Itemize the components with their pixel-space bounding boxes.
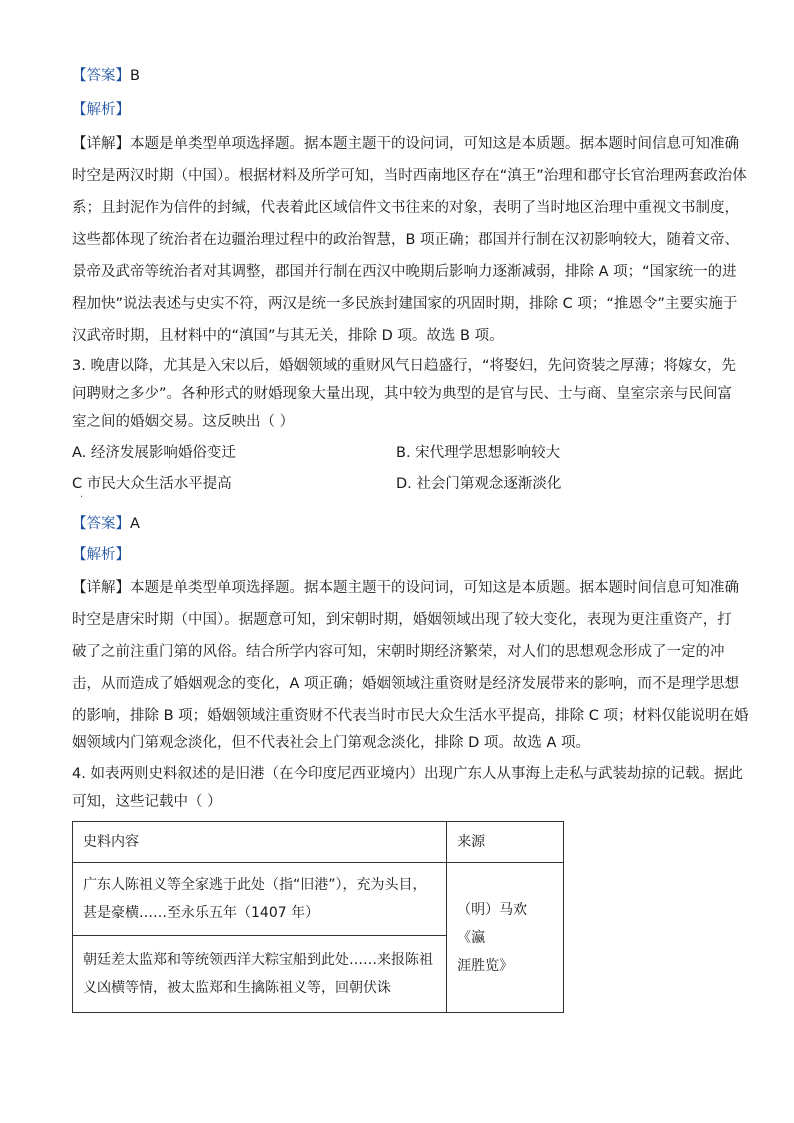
- stray-mark: ·: [80, 492, 84, 503]
- q2-detail-line: 【详解】本题是单类型单项选择题。据本题主题干的设问词，可知这是本质题。据本题时间信息可知准确: [72, 136, 739, 152]
- analysis-tag: 【解析】: [72, 102, 130, 118]
- answer-value: A: [130, 516, 140, 532]
- source-cell: （明）马欢《瀛 涯胜览》: [447, 863, 564, 1013]
- header-source: 来源: [447, 822, 564, 863]
- q2-answer-line: [72, 66, 140, 86]
- q3-detail-line: 姻领域内门第观念淡化，但不代表社会上门第观念淡化，排除 D 项。故选 A 项。: [72, 735, 591, 751]
- option-b: B. 宋代理学思想影响较大: [396, 445, 561, 461]
- row-content-1: 广东人陈祖义等全家逃于此处（指“旧港”），充为头目， 甚是豪横……至永乐五年（1407 年）: [73, 863, 447, 936]
- q3-detail-line: 【详解】本题是单类型单项选择题。据本题主题干的设问词，可知这是本质题。据本题时间信息可知准确: [72, 580, 739, 596]
- q3-detail-line: 时空是唐宋时期（中国）。据题意可知，到宋朝时期，婚姻领域出现了较大变化，表现为更注重资产，打: [72, 612, 732, 628]
- row-content-2: 朝廷差太监郑和等统领西洋大粽宝船到此处……来报陈祖 义凶横等情，被太监郑和生擒陈祖义等，回朝伏诛: [73, 936, 447, 1013]
- q2-detail-line: 时空是两汉时期（中国）。根据材料及所学可知，当时西南地区存在“滇王”治理和郡守长官治理两套政治体: [72, 168, 747, 184]
- q2-detail-line: 这些都体现了统治者在边疆治理过程中的政治智慧，B 项正确；郡国并行制在汉初影响较大，随着文帝、: [72, 232, 740, 248]
- answer-tag: 【答案】: [72, 68, 130, 84]
- option-a: A. 经济发展影响婚俗变迁: [72, 445, 236, 461]
- q4-stem-line: 4. 如表两则史料叙述的是旧港（在今印度尼西亚境内）出现广东人从事海上走私与武装劫掠的记载。据此: [72, 766, 743, 782]
- analysis-tag: 【解析】: [72, 547, 130, 563]
- q3-stem-line: 问聘财之多少”。各种形式的财婚现象大量出现，其中较为典型的是官与民、士与商、皇室宗亲与民间富: [72, 386, 733, 402]
- table-row: [73, 863, 564, 936]
- q3-answer-line: [72, 514, 140, 534]
- q3-detail-line: 破了之前注重门第的风俗。结合所学内容可知，宋朝时期经济繁荣，对人们的思想观念形成了一定的冲: [72, 644, 725, 660]
- option-c: C 市民大众生活水平提高: [72, 476, 232, 492]
- q2-detail-line: 景帝及武帝等统治者对其调整，郡国并行制在西汉中晚期后影响力逐渐减弱，排除 A 项；“国家统一的进: [72, 264, 737, 280]
- header-content: 史料内容: [73, 822, 447, 863]
- q3-stem-line: 室之间的婚姻交易。这反映出（ ）: [72, 414, 295, 430]
- option-d: D. 社会门第观念逐渐淡化: [396, 476, 562, 492]
- q3-detail-line: 的影响，排除 B 项；婚姻领域注重资财不代表当时市民大众生活水平提高，排除 C 项；材料仅能说明在婚: [72, 708, 749, 724]
- source-table: [72, 821, 564, 1013]
- q2-detail-line: 系；且封泥作为信件的封缄，代表着此区域信件文书往来的对象，表明了当时地区治理中重视文书制度，: [72, 200, 739, 216]
- answer-value: B: [130, 68, 140, 84]
- q2-detail-line: 汉武帝时期，且材料中的“滇国”与其无关，排除 D 项。故选 B 项。: [72, 328, 504, 344]
- q3-stem-line: 3. 晚唐以降，尤其是入宋以后，婚姻领域的重财风气日趋盛行，“将娶妇，先问资装之厚薄；将嫁女，先: [72, 358, 736, 374]
- answer-tag: 【答案】: [72, 516, 130, 532]
- q2-detail-line: 程加快”说法表述与史实不符，两汉是统一多民族封建国家的巩固时期，排除 C 项；“推恩令”主要实施于: [72, 296, 738, 312]
- q3-detail-line: 击，从而造成了婚姻观念的变化，A 项正确；婚姻领域注重资财是经济发展带来的影响，而不是理学思想: [72, 676, 740, 692]
- q4-stem-line: 可知，这些记载中（ ）: [72, 794, 222, 810]
- table-header-row: [73, 822, 564, 863]
